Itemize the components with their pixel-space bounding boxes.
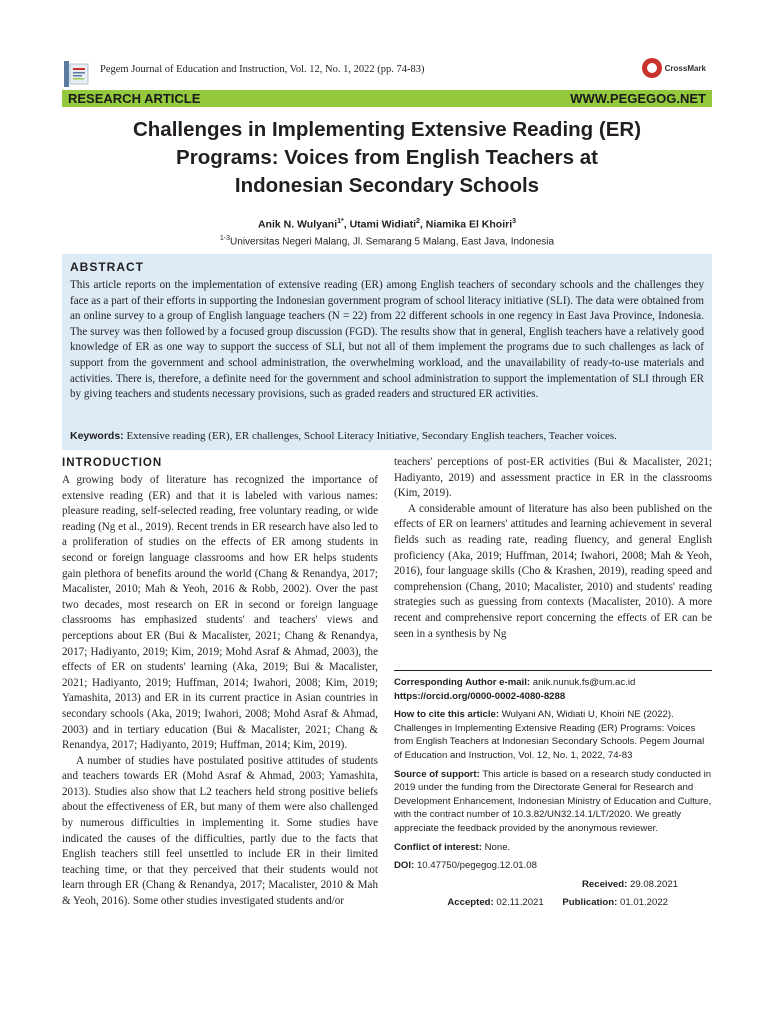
title-line: Indonesian Secondary Schools [234, 174, 540, 197]
conflict-info [394, 841, 712, 855]
left-column [62, 455, 378, 910]
doi-link[interactable]: 10.47750/pegegog.12.01.08 [416, 860, 537, 872]
accepted-value: 02.11.2021 [496, 897, 544, 909]
support-info [394, 768, 712, 836]
body-paragraph: A considerable amount of literature has also been published on the effects of ER on learners' attitudes and learning achievement in several fields such as reading rate, reading fluency, and general English proficiency (Aka, 2019; Huffman, 2014; Iwahori, 2008; Mah & Yeoh, 2016), four language skills (Cho & Krashen, 2019), reading speed and comprehension (Chang, 2010; Macalister, 2010) and students' reading strategies such as guessing from contexts (Macalister, 2010). A more recent and comprehensive report concerning the effects of ER can be seen in a synthesis by Ng [394, 502, 712, 640]
pegem-logo-icon [62, 60, 92, 88]
affiliation-sup: 1-3 [219, 235, 231, 242]
abstract-heading: ABSTRACT [70, 260, 144, 274]
received-value: 29.08.2021 [629, 878, 678, 890]
received-date [394, 878, 712, 892]
citation-info [394, 708, 712, 762]
corr-label: Corresponding Author e-mail: [394, 677, 531, 688]
author-name: Utami Widiati [349, 218, 417, 231]
title-line: Challenges in Implementing Extensive Reading (ER) [132, 118, 642, 141]
keywords-label: Keywords: [70, 430, 124, 442]
crossmark-icon [642, 58, 662, 78]
author-sup: 1* [337, 218, 344, 225]
conflict-label: Conflict of interest: [394, 841, 482, 853]
cite-text: Wulyani AN, Widiati U, Khoiri NE (2022). Challenges in Implementing Extensive Reading (ER) Programs: Voices from English Teachers at Indonesian Secondary Schools. Pegem Journal of Education and Instruction, Vol. 12, No. 1, 2022, 74-83 [394, 709, 705, 761]
corr-email-link[interactable]: anik.nunuk.fs@um.ac.id [532, 677, 636, 688]
abstract-body: This article reports on the implementation of extensive reading (ER) among English teachers of secondary schools and the challenges they face as a part of their efforts in supporting the Indonesian government program of school literacy initiative (SLI). The data were obtained from an online survey to a group of English language teachers (N = 22) from 22 different schools in one regency in East Java Province, Indonesia. The survey was then followed by a focused group discussion (FGD). The results show that in general, English teachers have a relatively good knowledge of ER as one way to support the success of SLI, but not all of them implement the programs due to such challenges as lack of support from the government and school administration, the overwhelming workload, and the unavailability of ready-to-use materials and activities. There is, therefore, a definite need for the government and school administration to support the implementation of SLI through ER by giving teachers and students necessary provisions, such as graded readers and structured ER activities. [70, 279, 704, 401]
abstract-box [62, 254, 712, 450]
section-heading-introduction: INTRODUCTION [62, 457, 163, 469]
article-info-box [394, 676, 712, 915]
article-type-bar [62, 90, 712, 107]
author-name: Anik N. Wulyani [257, 218, 338, 231]
article-title [62, 116, 712, 200]
received-label: Received: [581, 878, 628, 890]
doi-label: DOI: [394, 860, 415, 872]
keywords-line [70, 430, 704, 442]
body-paragraph: teachers' perceptions of post-ER activities (Bui & Macalister, 2021; Hadiyanto, 2019) and assessment practice in ER in the classrooms (Kim, 2019). [394, 456, 712, 500]
corresponding-author [394, 676, 712, 703]
orcid-link[interactable]: https://orcid.org/0000-0002-4080-8288 [394, 690, 566, 702]
journal-header [62, 60, 712, 88]
support-label: Source of support: [394, 768, 480, 780]
footnote-divider [394, 670, 712, 671]
crossmark-label: CrossMark [664, 63, 706, 73]
accepted-label: Accepted: [447, 897, 494, 909]
journal-citation: Pegem Journal of Education and Instruction, Vol. 12, No. 1, 2022 (pp. 74-83) [100, 64, 425, 75]
author-sup: 2 [416, 218, 420, 225]
keywords-text: Extensive reading (ER), ER challenges, School Literacy Initiative, Secondary English teachers, Teacher voices. [126, 430, 617, 442]
accepted-publication-dates [394, 896, 712, 910]
author-sup: 3 [512, 218, 517, 225]
publication-label: Publication: [562, 897, 618, 909]
author-list: Anik N. Wulyani$^{1*}$, Utami Widiati$^2$, Niamika El Khoiri$^3$ [257, 218, 517, 231]
support-text: This article is based on a research study conducted in 2019 under the funding from the Directorate General for Research and Development Enhancement, Indonesian Ministry of Education and Culture, with the contract number of 10.3.82/UN32.14.1/LT/2020. We greatly appreciate the feedback provided by the anonymous reviewer. [394, 768, 712, 834]
journal-website-link[interactable]: WWW.PEGEGOG.NET [570, 91, 706, 106]
doi-info [394, 859, 712, 873]
affiliation-text: Universitas Negeri Malang, Jl. Semarang 5 Malang, East Java, Indonesia [230, 236, 555, 248]
right-column [394, 455, 712, 642]
title-line: Programs: Voices from English Teachers at [176, 146, 598, 169]
conflict-text: None. [484, 841, 511, 853]
body-paragraph: A growing body of literature has recognized the importance of extensive reading (ER) and that it is labeled with various names: pleasure reading, self-selected reading, free voluntary reading, or wide reading (Ng et al., 2019). Recent trends in ER research have also led to a proliferation of studies on the effects of ER among students in second or foreign language classrooms and how ER helps students gain plethora of benefits around the world (Chang & Renandya, 2017; Macalister, 2010; Mah & Yeoh, 2016 & Robb, 2002). Over the past two decades, most research on ER in second or foreign language classrooms has emphasized students' and teachers' views and perceptions about ER (Bui & Macalister, 2021; Chang & Renandya, 2017; Hadiyanto, 2019; Kim, 2019; Mohd Asraf & Ahmad, 2003), the effects of ER on students' learning (Aka, 2019; Bui & Macalister, 2021; Hadiyanto, 2019; Huffman, 2014; Iwahori, 2008; Kim, 2019; Yamashita, 2013) and ER in its current practice in Asian countries in secondary schools (Aka, 2019; Iwahori, 2008; Mohd Asraf & Ahmad, 2003) and in tertiary education (Bui & Macalister, 2021; Chang & Renandya, 2017; Hadiyanto, 2019; Huffman, 2014; Kim, 2019). [62, 474, 378, 752]
publication-value: 01.01.2022 [619, 897, 668, 909]
affiliation [62, 235, 712, 247]
crossmark-badge[interactable] [642, 58, 706, 78]
cite-label: How to cite this article: [394, 709, 500, 721]
article-type-label: RESEARCH ARTICLE [68, 91, 201, 106]
body-paragraph: A number of studies have postulated positive attitudes of students and teachers towards ER (Mohd Asraf & Ahmad, 2003; Yamashita, 2013). Studies also show that L2 teachers held strong positive beliefs about the effectiveness of ER, but many of them were also challenged by numerous difficulties in implementing it. Some studies have indicated the causes of the difficulties, partly due to the facts that English teachers still feel unsettled to include ER in their limited teaching time, or that they perceived that their students would not learn through ER (Chang & Renandya, 2017; Macalister, 2010 & Mah & Yeoh, 2016). Some other studies investigated students and/or [62, 754, 378, 908]
author-name: Niamika El Khoiri [425, 218, 513, 231]
